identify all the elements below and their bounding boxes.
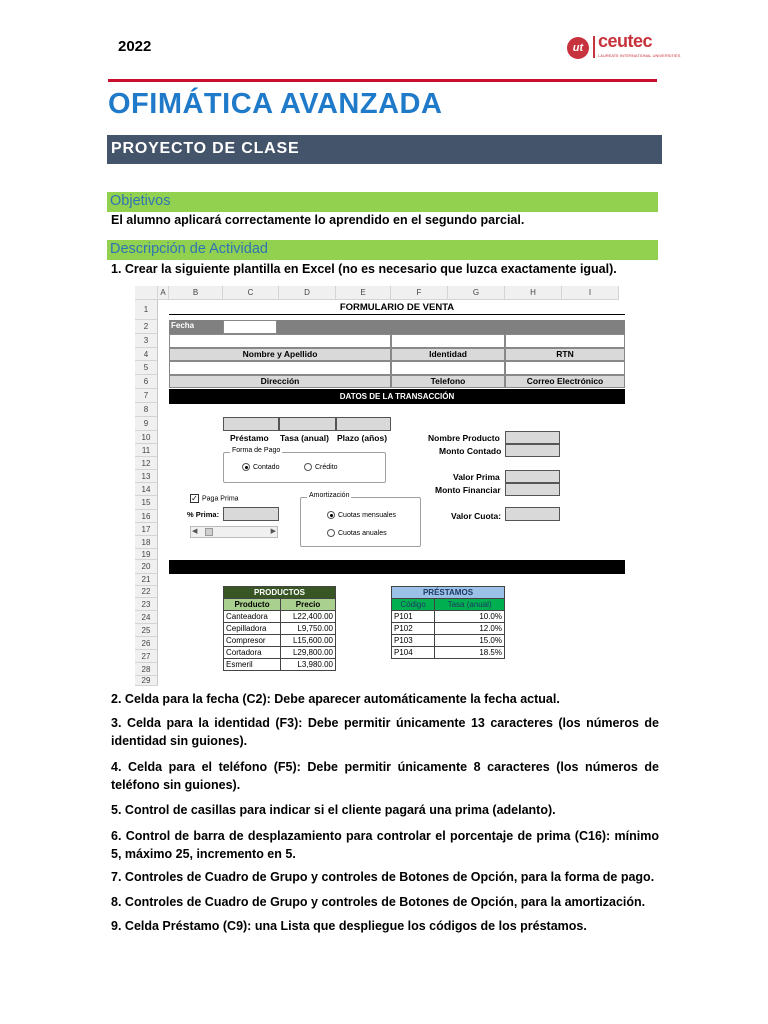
plazo-cell [336,417,391,431]
radio-empty-icon [304,463,312,471]
item-number: 8. [111,895,122,909]
prestamos-table [391,586,505,659]
product-name: Esmeril [224,659,281,671]
cuotas-mensuales-label: Cuotas mensuales [338,511,396,519]
prestamo-cell [223,417,279,431]
cuotas-anuales-option[interactable] [327,529,387,537]
prima-scrollbar[interactable] [190,526,278,538]
row-header-23[interactable]: 23 [135,598,158,611]
row-header-11[interactable]: 11 [135,444,158,457]
loan-rate: 15.0% [435,635,505,647]
radio-selected-icon [327,511,335,519]
item-number: 3. [111,716,122,730]
fecha-label: Fecha [171,321,195,330]
logo-divider [593,36,595,58]
row-header-18[interactable]: 18 [135,536,158,549]
table-row [392,647,505,659]
objectives-text: El alumno aplicará correctamente lo aprendido en el segundo parcial. [111,213,525,227]
paga-prima-checkbox[interactable] [190,494,239,503]
loan-rate: 18.5% [435,647,505,659]
column-header-i[interactable]: I [562,286,619,300]
item-text: Control de casillas para indicar si el cliente pagará una prima (adelanto). [124,803,556,817]
identidad-header: Identidad [391,348,505,361]
column-header-a[interactable]: A [158,286,169,300]
credito-label: Crédito [315,463,338,471]
paga-prima-label: Paga Prima [202,495,239,503]
contado-option[interactable] [242,463,279,471]
row-header-7[interactable]: 7 [135,389,158,403]
step-1-text: 1. Crear la siguiente plantilla en Excel (no es necesario que luzca exactamente igual). [111,262,617,276]
product-name: Canteadora [224,611,281,623]
row-header-13[interactable]: 13 [135,470,158,483]
row-header-16[interactable]: 16 [135,510,158,523]
rtn-header: RTN [505,348,625,361]
row-header-12[interactable]: 12 [135,457,158,470]
correo-header: Correo Electrónico [505,375,625,388]
column-header-b[interactable]: B [169,286,223,300]
row-header-8[interactable]: 8 [135,403,158,417]
pct-prima-cell [223,507,279,521]
row-header-5[interactable]: 5 [135,361,158,375]
instruction-item [111,690,659,708]
tasa-label: Tasa (anual) [280,433,329,443]
scroll-left-icon[interactable]: ◀ [192,528,198,535]
prestamo-label: Préstamo [230,433,269,443]
row-header-25[interactable]: 25 [135,624,158,637]
product-price: L3,980.00 [281,659,336,671]
item-text: Control de barra de desplazamiento para controlar el porcentaje de prima (C16): mínimo 5, máximo 25, incremento en 5. [111,829,659,861]
row-header-14[interactable]: 14 [135,483,158,496]
pct-prima-label: % Prima: [187,510,220,519]
row-header-3[interactable]: 3 [135,334,158,348]
row-header-2[interactable]: 2 [135,320,158,334]
producto-col-header: Producto [224,599,281,611]
logo-tagline: LAUREATE INTERNATIONAL UNIVERSITIES [598,53,681,58]
rtn-input-cell [505,334,625,348]
loan-code: P104 [392,647,435,659]
cuotas-anuales-label: Cuotas anuales [338,529,387,537]
loan-code: P101 [392,611,435,623]
table-row [224,623,336,635]
phone-input-cell [391,361,505,375]
activity-heading: Descripción de Actividad [107,240,658,260]
instruction-item [111,714,659,750]
forma-pago-legend: Forma de Pago [232,447,281,454]
product-name: Cortadora [224,647,281,659]
row-header-21[interactable]: 21 [135,574,158,586]
scroll-thumb[interactable] [205,528,213,536]
fecha-cell [223,320,277,334]
instruction-item [111,801,659,819]
column-header-c[interactable]: C [223,286,279,300]
tasa-cell [279,417,336,431]
nombre-header: Nombre y Apellido [169,348,391,361]
productos-title: PRODUCTOS [224,587,336,599]
item-text: Celda para el teléfono (F5): Debe permitir únicamente 8 caracteres (los números de teléfono sin guiones). [111,760,659,792]
nombre-producto-cell [505,431,560,444]
amortizacion-legend: Amortización [309,492,350,499]
cuotas-mensuales-option[interactable] [327,511,396,519]
item-number: 9. [111,919,122,933]
email-input-cell [505,361,625,375]
valor-cuota-label: Valor Cuota: [451,511,502,521]
table-row [224,635,336,647]
column-header-f[interactable]: F [391,286,448,300]
logo-mark: ut [567,37,589,59]
instruction-item [111,868,659,886]
amortizacion-groupbox[interactable] [300,492,421,547]
contado-label: Contado [253,463,280,471]
column-header-h[interactable]: H [505,286,562,300]
monto-contado-label: Monto Contado [439,446,502,456]
document-title: OFIMÁTICA AVANZADA [108,88,443,120]
item-number: 2. [111,692,122,706]
logo-name: ceutec [598,31,653,51]
row-header-26[interactable]: 26 [135,637,158,650]
productos-table [223,586,336,671]
item-number: 4. [111,760,122,774]
row-header-6[interactable]: 6 [135,375,158,389]
table-row [392,635,505,647]
product-price: L9,750.00 [281,623,336,635]
ceutec-logo [567,31,681,60]
row-header-19[interactable]: 19 [135,549,158,560]
row-header-15[interactable]: 15 [135,496,158,510]
item-text: Celda para la identidad (F3): Debe permitir únicamente 13 caracteres (los números de identidad sin guiones). [111,716,659,748]
row-header-27[interactable]: 27 [135,650,158,663]
row-header-9[interactable]: 9 [135,417,158,431]
row-header-28[interactable]: 28 [135,663,158,676]
select-all-corner [135,286,158,300]
objectives-heading: Objetivos [107,192,658,212]
column-header-e[interactable]: E [336,286,391,300]
document-year: 2022 [118,38,152,55]
table-row [224,611,336,623]
radio-empty-icon [327,529,335,537]
row-header-4[interactable]: 4 [135,348,158,361]
excel-template-screenshot [135,286,631,686]
item-text: Celda Préstamo (C9): una Lista que despliegue los códigos de los préstamos. [124,919,587,933]
prestamos-title: PRÉSTAMOS [392,587,505,599]
valor-prima-label: Valor Prima [453,472,500,482]
forma-pago-groupbox[interactable] [223,447,386,483]
product-name: Compresor [224,635,281,647]
identity-input-cell [391,334,505,348]
header-divider [108,79,657,82]
checkbox-checked-icon: ✓ [191,494,198,503]
product-name: Cepilladora [224,623,281,635]
nombre-producto-label: Nombre Producto [428,433,500,443]
table-row [392,623,505,635]
loan-rate: 10.0% [435,611,505,623]
product-price: L22,400.00 [281,611,336,623]
valor-prima-cell [505,470,560,483]
row-header-20[interactable]: 20 [135,560,158,574]
datos-transaccion-header: DATOS DE LA TRANSACCIÓN [169,389,625,404]
item-number: 5. [111,803,122,817]
column-header-g[interactable]: G [448,286,505,300]
address-input-cell [169,361,391,375]
item-text: Controles de Cuadro de Grupo y controles de Botones de Opción, para la amortización. [124,895,646,909]
instruction-item [111,893,659,911]
section-banner: PROYECTO DE CLASE [107,135,662,164]
credito-option[interactable] [304,463,338,471]
table-row [392,611,505,623]
row-header-22[interactable]: 22 [135,586,158,598]
table-row [224,647,336,659]
table-row [224,659,336,671]
row-header-10[interactable]: 10 [135,431,158,444]
scroll-right-icon[interactable]: ▶ [270,528,276,535]
product-price: L15,600.00 [281,635,336,647]
name-input-cell [169,334,391,348]
monto-contado-cell [505,444,560,457]
monto-financiar-label: Monto Financiar [435,485,501,495]
instruction-item [111,827,659,863]
tasa-col-header: Tasa (anual) [435,599,505,611]
loan-code: P103 [392,635,435,647]
monto-financiar-cell [505,483,560,496]
plazo-label: Plazo (años) [337,433,388,443]
row-header-29[interactable]: 29 [135,676,158,686]
product-price: L29,800.00 [281,647,336,659]
telefono-header: Telefono [391,375,505,388]
direccion-header: Dirección [169,375,391,388]
radio-selected-icon [242,463,250,471]
form-title: FORMULARIO DE VENTA [169,302,625,315]
row-header-1[interactable]: 1 [135,300,158,320]
codigo-col-header: Código [392,599,435,611]
column-header-d[interactable]: D [279,286,336,300]
row-header-24[interactable]: 24 [135,611,158,624]
loan-code: P102 [392,623,435,635]
item-text: Controles de Cuadro de Grupo y controles de Botones de Opción, para la forma de pago. [124,870,655,884]
form-bottom-bar [169,560,625,574]
valor-cuota-cell [505,507,560,521]
instruction-item [111,758,659,794]
item-number: 7. [111,870,122,884]
item-number: 6. [111,829,122,843]
item-text: Celda para la fecha (C2): Debe aparecer automáticamente la fecha actual. [124,692,560,706]
instruction-item [111,917,659,935]
loan-rate: 12.0% [435,623,505,635]
precio-col-header: Precio [281,599,336,611]
row-header-17[interactable]: 17 [135,523,158,536]
